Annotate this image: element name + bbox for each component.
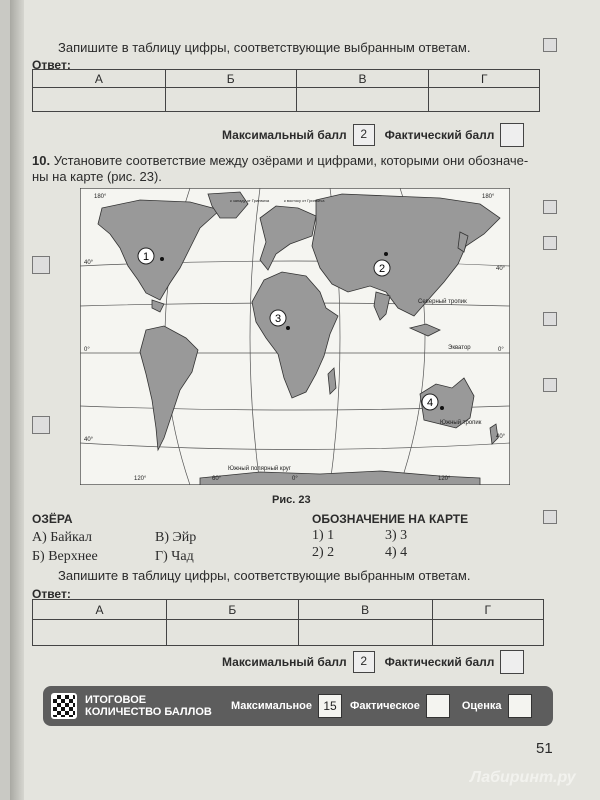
- total-max-value: 15: [318, 694, 342, 718]
- bleed-mark: [543, 200, 557, 214]
- bottom-col-g: Г: [432, 600, 543, 620]
- total-line2: КОЛИЧЕСТВО БАЛЛОВ: [85, 706, 212, 718]
- lon-120-left: 120°: [134, 476, 147, 482]
- north-tropic-label: Северный тропик: [418, 299, 467, 305]
- checkered-flag-icon: [51, 693, 77, 719]
- top-instruction: Запишите в таблицу цифры, соответствующие выбранным ответам.: [58, 40, 471, 55]
- map-marks-heading: ОБОЗНАЧЕНИЕ НА КАРТЕ: [312, 512, 469, 526]
- bottom-max-value: 2: [353, 651, 375, 673]
- top-actual-label: Фактический балл: [384, 128, 495, 142]
- grade-label: Оценка: [461, 700, 502, 712]
- total-actual-label: Фактическое: [350, 700, 420, 712]
- top-col-a: А: [33, 70, 166, 88]
- top-max-value: 2: [353, 124, 375, 146]
- grade-box[interactable]: [508, 694, 532, 718]
- bottom-actual-box[interactable]: [500, 650, 524, 674]
- bottom-col-b: Б: [166, 600, 298, 620]
- lon-180-left: 180°: [94, 194, 107, 200]
- question-number: 10.: [32, 153, 51, 168]
- lon-120-right: 120°: [438, 476, 451, 482]
- bottom-answer-table: [32, 599, 544, 646]
- top-answer-cell-b[interactable]: [165, 88, 296, 112]
- mark-4: 4) 4: [385, 545, 408, 560]
- lat-40s-right: 40°: [496, 434, 506, 440]
- top-answer-cell-g[interactable]: [429, 88, 540, 112]
- bottom-answer-cell-g[interactable]: [432, 620, 543, 646]
- marker-1-label: 1: [142, 251, 150, 263]
- marker-3-label: 3: [274, 313, 282, 325]
- marker-2-label: 2: [378, 263, 386, 275]
- bottom-answer-cell-b[interactable]: [166, 620, 298, 646]
- bleed-mark: [32, 256, 50, 274]
- bottom-score-row: [222, 650, 534, 674]
- bottom-col-a: А: [33, 600, 167, 620]
- watermark: Лабиринт.ру: [470, 769, 576, 786]
- top-actual-box[interactable]: [500, 123, 524, 147]
- lake-b: Б) Верхнее: [32, 549, 98, 564]
- lat-0-left: 0°: [84, 347, 90, 353]
- workbook-page: [10, 0, 600, 800]
- world-map-svg: [80, 188, 510, 485]
- lon-60-label: 60°: [212, 476, 222, 482]
- bleed-mark: [543, 312, 557, 326]
- total-line1: ИТОГОВОЕ: [85, 694, 147, 706]
- top-max-label: Максимальный балл: [222, 128, 347, 142]
- top-col-g: Г: [429, 70, 540, 88]
- south-tropic-label: Южный тропик: [440, 420, 482, 426]
- lat-40n-right: 40°: [496, 266, 506, 272]
- lake-g: Г) Чад: [155, 549, 194, 564]
- mark-3: 3) 3: [385, 528, 408, 543]
- total-max-label: Максимальное: [231, 700, 312, 712]
- lon-0-label: 0°: [292, 476, 298, 482]
- top-col-b: Б: [165, 70, 296, 88]
- total-actual-box[interactable]: [426, 694, 450, 718]
- top-answer-table: [32, 69, 540, 112]
- question-line1: Установите соответствие между озёрами и цифрами, которыми они обозначе-: [53, 153, 529, 168]
- world-map: [80, 188, 510, 485]
- antarctic-circle-label: Южный полярный круг: [228, 466, 291, 472]
- bottom-max-label: Максимальный балл: [222, 655, 347, 669]
- mark-1: 1) 1: [312, 528, 335, 543]
- lon-180-right: 180°: [482, 194, 495, 200]
- bottom-answer-cell-v[interactable]: [298, 620, 432, 646]
- equator-label: Экватор: [448, 345, 471, 351]
- map-caption: Рис. 23: [272, 494, 311, 506]
- greenwich-west-label: к западу от Гринвича: [230, 198, 270, 203]
- mark-2: 2) 2: [312, 545, 335, 560]
- top-answer-cell-v[interactable]: [296, 88, 429, 112]
- bottom-instruction: Запишите в таблицу цифры, соответствующие выбранным ответам.: [58, 568, 471, 583]
- bleed-mark: [543, 378, 557, 392]
- top-answer-label: Ответ:: [32, 58, 71, 72]
- page-number: 51: [536, 740, 553, 757]
- bottom-actual-label: Фактический балл: [384, 655, 495, 669]
- lake-v: В) Эйр: [155, 530, 197, 545]
- lat-0-right: 0°: [498, 347, 504, 353]
- bottom-answer-cell-a[interactable]: [33, 620, 167, 646]
- lakes-heading: ОЗЁРА: [32, 512, 73, 526]
- lat-40n-left: 40°: [84, 260, 94, 266]
- page-binding-shadow: [10, 0, 24, 800]
- greenwich-east-label: к востоку от Гринвича: [284, 198, 325, 203]
- total-score-bar: [43, 686, 553, 726]
- bleed-mark: [543, 510, 557, 524]
- lake-a: А) Байкал: [32, 530, 92, 545]
- top-col-v: В: [296, 70, 429, 88]
- bottom-col-v: В: [298, 600, 432, 620]
- bleed-mark: [543, 236, 557, 250]
- lat-40s-left: 40°: [84, 437, 94, 443]
- question-text: [32, 153, 552, 185]
- bleed-mark: [32, 416, 50, 434]
- total-title: [85, 694, 215, 718]
- bottom-answer-label: Ответ:: [32, 587, 71, 601]
- top-score-row: [222, 123, 534, 147]
- question-line2: ны на карте (рис. 23).: [32, 169, 162, 184]
- marker-4-label: 4: [426, 397, 434, 409]
- bleed-mark: [543, 38, 557, 52]
- top-answer-cell-a[interactable]: [33, 88, 166, 112]
